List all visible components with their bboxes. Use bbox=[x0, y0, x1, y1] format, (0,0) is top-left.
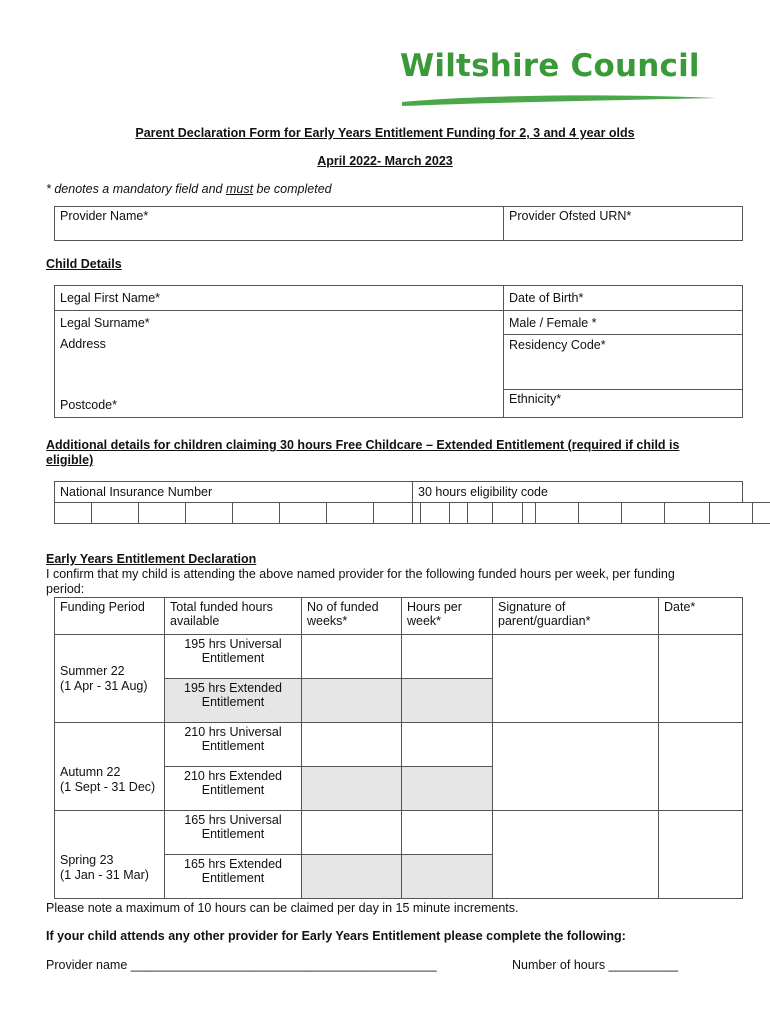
period-autumn: Autumn 22 (1 Sept - 31 Dec) bbox=[55, 723, 165, 811]
logo-swoosh-icon bbox=[400, 92, 718, 108]
table-row bbox=[55, 811, 743, 855]
autumn-universal-weeks[interactable] bbox=[302, 723, 402, 767]
code-box[interactable] bbox=[665, 503, 710, 524]
spring-extended: 165 hrs Extended Entitlement bbox=[165, 855, 302, 899]
summer-extended: 195 hrs Extended Entitlement bbox=[165, 679, 302, 723]
autumn-signature[interactable] bbox=[493, 723, 659, 811]
provider-urn-field[interactable] bbox=[504, 207, 743, 241]
postcode-field[interactable] bbox=[55, 390, 504, 418]
surname-field[interactable] bbox=[55, 311, 504, 335]
spring-date[interactable] bbox=[659, 811, 743, 899]
residency-field[interactable] bbox=[504, 335, 743, 390]
ni-box[interactable] bbox=[186, 503, 233, 524]
declaration-heading: Early Years Entitlement Declaration bbox=[46, 552, 257, 566]
spring-universal: 165 hrs Universal Entitlement bbox=[165, 811, 302, 855]
address-label: Address bbox=[60, 336, 106, 351]
child-details-heading: Child Details bbox=[46, 257, 122, 271]
mandatory-note-suffix: be completed bbox=[253, 182, 332, 196]
ni-label-cell bbox=[55, 482, 413, 503]
other-provider-heading: If your child attends any other provider for Early Years Entitlement please complete the following: bbox=[46, 929, 626, 943]
spring-extended-weeks[interactable] bbox=[302, 855, 402, 899]
col-signature: Signature of parent/guardian* bbox=[493, 598, 659, 635]
code-box[interactable] bbox=[536, 503, 579, 524]
summer-signature[interactable] bbox=[493, 635, 659, 723]
col-funded-weeks: No of funded weeks* bbox=[302, 598, 402, 635]
code-box[interactable] bbox=[493, 503, 536, 524]
spring-universal-weeks[interactable] bbox=[302, 811, 402, 855]
ni-label: National Insurance Number bbox=[60, 485, 213, 499]
ethnicity-field[interactable] bbox=[504, 390, 743, 418]
form-title: Parent Declaration Form for Early Years Entitlement Funding for 2, 3 and 4 year olds bbox=[135, 126, 635, 140]
funding-table bbox=[54, 597, 743, 899]
spring-universal-hours[interactable] bbox=[402, 811, 493, 855]
postcode-label: Postcode* bbox=[60, 398, 117, 412]
provider-name-field[interactable] bbox=[55, 207, 504, 241]
ethnicity-label: Ethnicity* bbox=[509, 392, 562, 406]
mandatory-note-prefix: * denotes a mandatory field and bbox=[46, 182, 226, 196]
provider-urn-label: Provider Ofsted URN* bbox=[509, 209, 632, 223]
ni-box[interactable] bbox=[280, 503, 327, 524]
provider-name-label: Provider Name* bbox=[60, 209, 149, 223]
ni-box[interactable] bbox=[139, 503, 186, 524]
mandatory-note bbox=[46, 182, 332, 196]
autumn-extended-hours[interactable] bbox=[402, 767, 493, 811]
logo-text: Wiltshire Council bbox=[400, 48, 700, 84]
col-funding-period: Funding Period bbox=[55, 598, 165, 635]
additional-details-heading: Additional details for children claiming 30 hours Free Childcare – Extended Entitlement (required if child is eligible) bbox=[46, 438, 680, 467]
first-name-field[interactable] bbox=[55, 286, 504, 311]
gender-field[interactable] bbox=[504, 311, 743, 335]
eligibility-code-label-cell bbox=[413, 482, 743, 503]
mandatory-note-emph: must bbox=[225, 182, 254, 196]
first-name-label: Legal First Name* bbox=[60, 291, 161, 305]
ni-box[interactable] bbox=[327, 503, 374, 524]
summer-extended-weeks[interactable] bbox=[302, 679, 402, 723]
funding-header-row bbox=[55, 598, 743, 635]
child-details-table bbox=[54, 285, 743, 418]
form-period: April 2022- March 2023 bbox=[317, 154, 453, 168]
code-box[interactable] bbox=[753, 503, 770, 524]
autumn-universal: 210 hrs Universal Entitlement bbox=[165, 723, 302, 767]
surname-label: Legal Surname* bbox=[60, 316, 150, 330]
summer-universal: 195 hrs Universal Entitlement bbox=[165, 635, 302, 679]
ni-eligibility-table bbox=[54, 481, 743, 503]
spring-extended-hours[interactable] bbox=[402, 855, 493, 899]
autumn-extended-weeks[interactable] bbox=[302, 767, 402, 811]
spring-signature[interactable] bbox=[493, 811, 659, 899]
period-summer: Summer 22 (1 Apr - 31 Aug) bbox=[55, 635, 165, 723]
dob-field[interactable] bbox=[504, 286, 743, 311]
ni-box[interactable] bbox=[233, 503, 280, 524]
residency-label: Residency Code* bbox=[509, 338, 606, 352]
hours-note: Please note a maximum of 10 hours can be claimed per day in 15 minute increments. bbox=[46, 901, 519, 915]
col-date: Date* bbox=[659, 598, 743, 635]
other-provider-name-field[interactable]: Provider name ____________________________________________ bbox=[46, 958, 437, 972]
autumn-extended: 210 hrs Extended Entitlement bbox=[165, 767, 302, 811]
address-field[interactable] bbox=[55, 335, 504, 390]
summer-universal-hours[interactable] bbox=[402, 635, 493, 679]
dob-label: Date of Birth* bbox=[509, 291, 584, 305]
summer-universal-weeks[interactable] bbox=[302, 635, 402, 679]
summer-extended-hours[interactable] bbox=[402, 679, 493, 723]
table-row bbox=[55, 723, 743, 767]
code-box[interactable] bbox=[622, 503, 665, 524]
code-box[interactable] bbox=[710, 503, 753, 524]
eligibility-code-label: 30 hours eligibility code bbox=[418, 485, 548, 499]
ni-box[interactable] bbox=[55, 503, 92, 524]
autumn-universal-hours[interactable] bbox=[402, 723, 493, 767]
col-hours-per-week: Hours per week* bbox=[402, 598, 493, 635]
code-box[interactable] bbox=[450, 503, 493, 524]
council-logo bbox=[400, 48, 700, 84]
eligibility-code-boxes bbox=[412, 502, 770, 524]
declaration-text: I confirm that my child is attending the above named provider for the following funded hours per week, per funding period: bbox=[46, 567, 675, 596]
autumn-date[interactable] bbox=[659, 723, 743, 811]
col-total-hours: Total funded hours available bbox=[165, 598, 302, 635]
period-spring: Spring 23 (1 Jan - 31 Mar) bbox=[55, 811, 165, 899]
table-row bbox=[55, 635, 743, 679]
other-provider-hours-field[interactable]: Number of hours __________ bbox=[512, 958, 679, 972]
code-box[interactable] bbox=[579, 503, 622, 524]
provider-table bbox=[54, 206, 743, 241]
gender-label: Male / Female * bbox=[509, 316, 597, 330]
summer-date[interactable] bbox=[659, 635, 743, 723]
code-box[interactable] bbox=[413, 503, 450, 524]
ni-box[interactable] bbox=[92, 503, 139, 524]
